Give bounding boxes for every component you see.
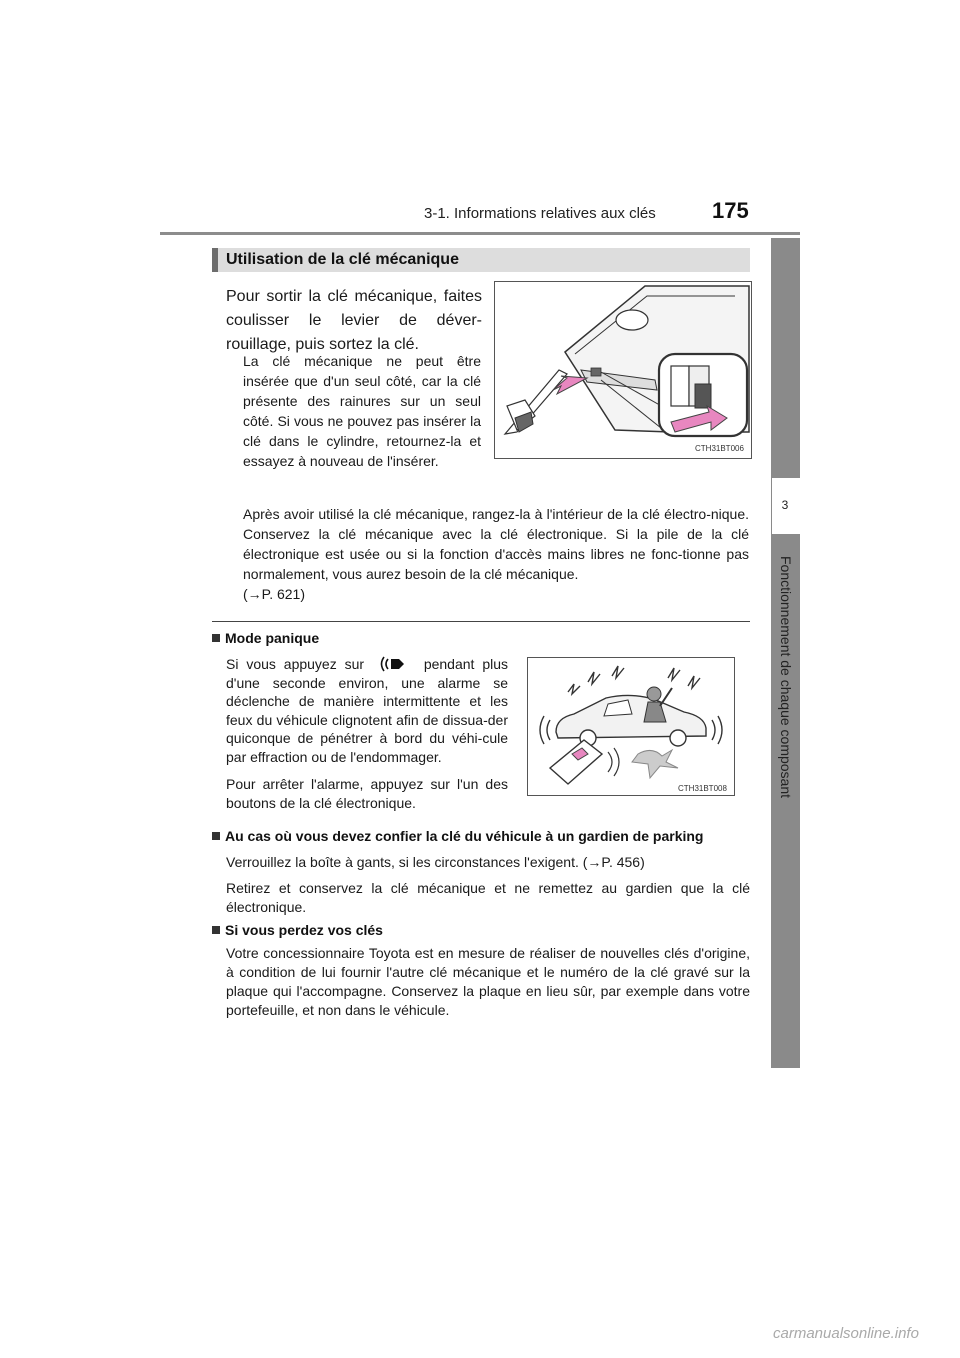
bullet-square-icon [212,634,220,642]
side-chapter-title: Fonctionnement de chaque composant [778,555,794,799]
page-reference: (→P. 621) [243,586,305,602]
mechanical-key-illustration [495,282,751,458]
valet-heading [212,828,703,844]
section-divider [212,621,750,622]
panic-alarm-illustration [528,658,734,795]
figure-code: CTH31BT006 [695,444,744,453]
panic-mode-text [226,655,508,766]
figure-code: CTH31BT008 [678,784,727,793]
bullet-square-icon [212,926,220,934]
note-text: La clé mécanique ne peut être insérée que d'un seul côté, car la clé présente des rainures sur un seul côté. Si vous ne pouvez pas insérer la clé dans le cylindre, retournez-la et essayez à nouveau de l'insérer. [243,353,481,469]
panic-mode-heading [212,630,319,646]
side-chapter-title-wrap [775,552,797,802]
footer-watermark: carmanualsonline.info [773,1325,919,1342]
section-reference: 3-1. Informations relatives aux clés [424,205,656,222]
panic-mode-title: Mode panique [225,630,320,646]
section-header-accent [212,248,218,272]
header-rule [160,232,800,235]
valet-title: Au cas où vous devez confier la clé du véhicule à un gardien de parking [225,828,704,844]
valet-text-2: Retirez et conservez la clé mécanique et ne remettez au gardien que la clé électronique. [226,880,750,915]
panic-stop-text: Pour arrêter l'alarme, appuyez sur l'un des boutons de la clé électronique. [226,776,508,811]
lost-keys-heading [212,922,383,938]
panic-button-icon [377,656,411,672]
page-number: 175 [712,198,749,223]
lost-keys-text: Votre concessionnaire Toyota est en mesure de réaliser de nouvelles clés d'origine, à condition de lui fournir l'autre clé mécanique et le numéro de la clé gravé sur la plaque qui l'accompagne. Conservez la plaque en lieu sûr, par exemple dans votre portefeuille, et non dans le véhicule. [226,945,750,1018]
panic-text-start: Si vous appuyez sur [226,656,365,672]
side-chapter-number: 3 [781,498,789,512]
section-title: Utilisation de la clé mécanique [226,251,459,268]
bullet-square-icon [212,832,220,840]
valet-text-1: Verrouillez la boîte à gants, si les circonstances l'exigent. (→P. 456) [226,854,645,870]
lost-keys-title: Si vous perdez vos clés [225,922,383,938]
intro-text: Pour sortir la clé mécanique, faites coulisser le levier de déver-rouillage, puis sortez la clé. [226,288,482,353]
figure-panic-alarm [527,657,735,796]
figure-mechanical-key [494,281,752,459]
panic-text-end: pendant plus d'une seconde environ, une alarme se déclenche de manière intermittente et les feux du véhicule clignotent afin de dissua-der quiconque de pénétrer à bord du véhi-cule par effraction ou de l'endommager. [226,656,508,765]
after-use-text: Après avoir utilisé la clé mécanique, rangez-la à l'intérieur de la clé électro-nique. Conservez la clé mécanique avec la clé électronique. Si la pile de la clé électronique est usée ou si la fonction d'accès mains libres ne fonc-tionne pas normalement, vous aurez besoin de la clé mécanique. [243,506,749,582]
